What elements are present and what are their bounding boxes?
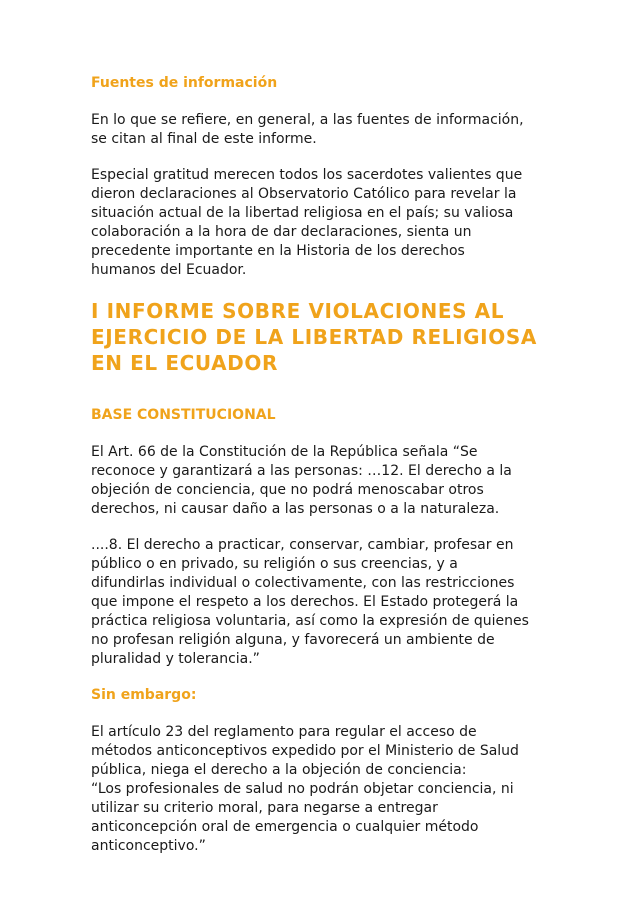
heading-sin-embargo: Sin embargo: <box>91 687 197 703</box>
paragraph-fuentes-2: Especial gratitud merecen todos los sacerdotes valientes que dieron declaraciones al Observatorio Católico para revelar la situación actual de la libertad religiosa en el país; su valiosa colaboración a la hora de dar declaraciones, sienta un precedente importante en la Historia de los derechos humanos del Ecuador. <box>91 167 523 278</box>
heading-base-constitucional: BASE CONSTITUCIONAL <box>91 407 276 423</box>
paragraph-base-2: ....8. El derecho a practicar, conservar, cambiar, profesar en público o en privado, su religión o sus creencias, y a difundirlas individual o colectivamente, con las restricciones que impone el respeto a los derechos. El Estado protegerá la práctica religiosa voluntaria, así como la expresión de quienes no profesan religión alguna, y favorecerá un ambiente de pluralidad y tolerancia.” <box>91 537 529 667</box>
heading-fuentes: Fuentes de información <box>91 75 278 91</box>
paragraph-sin-embargo: El artículo 23 del reglamento para regular el acceso de métodos anticonceptivos expedido por el Ministerio de Salud pública, niega el derecho a la objeción de conciencia: “Los profesionales de salud no podrán objetar conciencia, ni utilizar su criterio moral, para negarse a entregar anticoncepción oral de emergencia o cualquier método anticonceptivo.” <box>91 724 519 854</box>
heading-informe: I INFORME SOBRE VIOLACIONES AL EJERCICIO DE LA LIBERTAD RELIGIOSA EN EL ECUADOR <box>91 299 537 375</box>
paragraph-fuentes-1: En lo que se refiere, en general, a las fuentes de información, se citan al final de este informe. <box>91 112 524 147</box>
document-page <box>91 74 561 873</box>
paragraph-base-1: El Art. 66 de la Constitución de la República señala “Se reconoce y garantizará a las personas: …12. El derecho a la objeción de conciencia, que no podrá menoscabar otros derechos, ni causar daño a las personas o a la naturaleza. <box>91 444 512 517</box>
